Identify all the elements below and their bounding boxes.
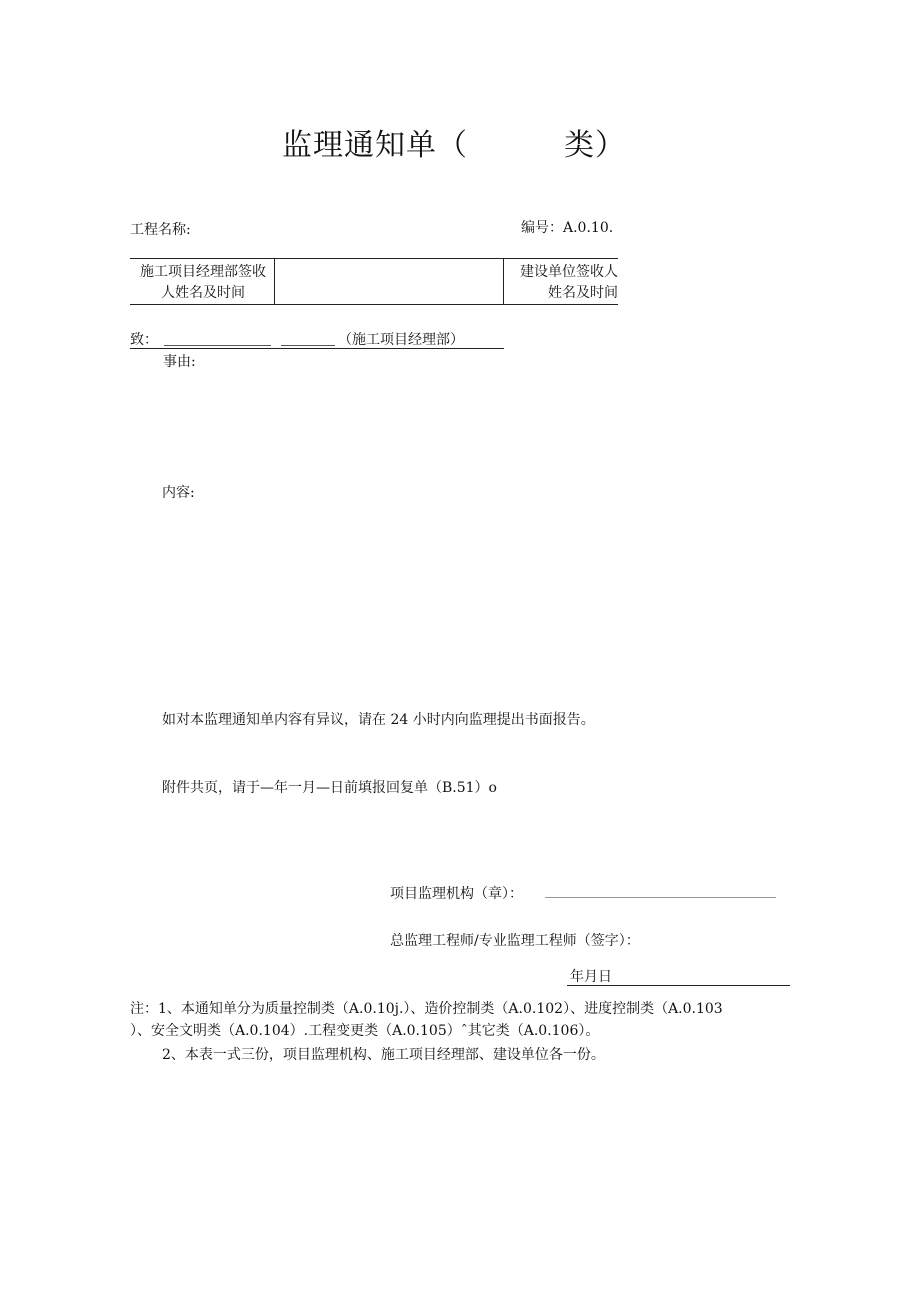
title-right: 类）: [564, 128, 626, 163]
title-left: 监理通知单（: [282, 128, 468, 163]
table-divider-right: [503, 258, 504, 304]
contractor-sign-line2: 人姓名及时间: [161, 285, 245, 301]
note-line-2: ）、安全文明类（A.0.104）.工程变更类（A.0.105）ˆ其它类（A.0.106）。: [130, 1023, 600, 1039]
form-number-label: 编号：A.0.10.: [521, 220, 614, 236]
project-name-label: 工程名称:: [130, 222, 191, 238]
contractor-sign-field[interactable]: [275, 259, 503, 304]
supervision-org-label: 项目监理机构（章）：: [390, 886, 523, 902]
content-field[interactable]: [162, 505, 618, 695]
to-suffix: （施工项目经理部）: [338, 332, 464, 348]
content-label: 内容:: [162, 485, 195, 501]
owner-sign-line2: 姓名及时间: [548, 285, 618, 301]
engineer-sign-label: 总监理工程师/专业监理工程师（签字）：: [390, 933, 640, 949]
date-label: 年月日: [570, 969, 612, 985]
owner-sign-label: [505, 262, 618, 304]
supervision-org-seal-line[interactable]: [545, 897, 776, 898]
to-blank-2[interactable]: [281, 345, 335, 346]
to-line: [130, 329, 158, 349]
to-line-underline: [130, 348, 504, 349]
owner-sign-line1: 建设单位签收人: [520, 264, 618, 280]
note-line-1: 注：1、本通知单分为质量控制类（A.0.10j.）、造价控制类（A.0.102）、进度控制类（A.0.103: [130, 1001, 723, 1017]
to-blank-1[interactable]: [164, 345, 271, 346]
table-bottom-border: [130, 304, 618, 305]
date-underline[interactable]: [567, 985, 790, 986]
note-line-3: 2、本表一式三份，项目监理机构、施工项目经理部、建设单位各一份。: [162, 1047, 605, 1063]
reason-field[interactable]: [163, 372, 618, 472]
attachment-text: 附件共页，请于—年一月—日前填报回复单（B.51）o: [162, 780, 497, 796]
reason-label: 事由:: [163, 354, 196, 370]
contractor-sign-label: [132, 262, 274, 304]
contractor-sign-line1: 施工项目经理部签收: [140, 264, 266, 280]
to-prefix: 致：: [130, 332, 158, 348]
objection-text: 如对本监理通知单内容有异议，请在 24 小时内向监理提出书面报告。: [162, 712, 595, 728]
page-title: [282, 120, 626, 164]
